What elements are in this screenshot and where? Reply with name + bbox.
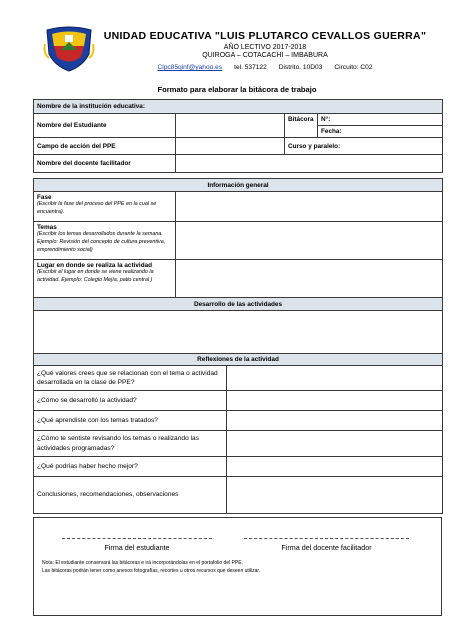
place-cell <box>34 260 176 298</box>
phase-cell <box>34 192 176 222</box>
school-crest-logo <box>43 24 95 72</box>
reflection-question-values: ¿Qué valores crees que se relacionan con el tema o actividad desarrollada en la clase de PPE? <box>34 366 227 391</box>
circuit-code: Circuito: C02 <box>334 64 373 71</box>
topics-cell <box>34 222 176 260</box>
phase-hint: (Escribir la fase del proceso del PPE en la cual se encuentra). <box>37 201 157 215</box>
identification-table <box>33 99 443 173</box>
reflection-answer-values[interactable] <box>227 366 443 391</box>
phone-number: tel. 537122 <box>234 64 267 71</box>
reflection-question-development: ¿Cómo se desarrolló la actividad? <box>34 391 227 411</box>
reflection-answer-feelings[interactable] <box>227 431 443 457</box>
topics-field[interactable] <box>176 222 443 260</box>
place-label: Lugar en donde se realiza la actividad <box>37 262 153 269</box>
ppe-field-label: Campo de acción del PPE <box>34 138 176 155</box>
signature-section <box>33 517 442 616</box>
student-name-label: Nombre del Estudiante <box>34 114 176 138</box>
contact-line <box>100 64 430 71</box>
topics-hint: (Escribir los temas desarrollados durante la semana. Ejemplo: Revisión del concepto de cultura preventiva, emprendimiento social) <box>37 231 166 253</box>
phase-field[interactable] <box>176 192 443 222</box>
course-field[interactable]: Curso y paralelo: <box>285 138 443 155</box>
reflection-question-improve: ¿Qué podrías haber hecho mejor? <box>34 457 227 477</box>
institution-name-label: Nombre de la institución educativa: <box>34 100 443 114</box>
note-line-2: Las bitácoras podrán tener como anexos fotografías, recortes u otros recursos que deseen utilizar. <box>42 567 261 574</box>
reflections-table <box>33 353 443 514</box>
activity-table <box>33 178 443 354</box>
school-name-title: UNIDAD EDUCATIVA "LUIS PLUTARCO CEVALLOS GUERRA" <box>103 30 427 42</box>
reflection-question-learned: ¿Qué aprendiste con los temas tratados? <box>34 411 227 431</box>
document-title: Formato para elaborar la bitácora de trabajo <box>157 85 317 94</box>
student-signature-line[interactable] <box>62 538 212 539</box>
teacher-name-label: Nombre del docente facilitador <box>34 155 176 173</box>
reflection-answer-conclusions[interactable] <box>227 477 443 514</box>
teacher-signature-label: Firma del docente facilitador <box>281 543 372 552</box>
signature-note <box>42 560 260 575</box>
topics-label: Temas <box>37 224 57 231</box>
activities-field[interactable] <box>34 311 443 354</box>
reflection-question-feelings: ¿Cómo te sentiste revisando los temas o realizando las actividades programadas? <box>34 431 227 457</box>
note-line-1: Nota: El estudiante conservará las bitácoras e irá incorporándolas en el portafolio del PPE. <box>42 560 243 566</box>
reflection-answer-improve[interactable] <box>227 457 443 477</box>
place-hint: (Escribir el lugar en donde se viene realizando la actividad. Ejemplo: Colegio Mejía, patio central ) <box>37 269 154 283</box>
district-code: Distrito. 10D03 <box>278 64 323 71</box>
teacher-name-field[interactable] <box>176 155 443 173</box>
email-link[interactable]: Clpc85qinf@yahoo.es <box>157 64 223 71</box>
reflections-heading: Reflexiones de la actividad <box>34 354 443 366</box>
phase-label: Fase <box>37 194 52 201</box>
reflection-question-conclusions: Conclusiones, recomendaciones, observaciones <box>34 477 227 514</box>
general-info-heading: Información general <box>34 179 443 192</box>
school-year: AÑO LECTIVO 2017-2018 <box>223 44 307 51</box>
teacher-signature-line[interactable] <box>244 538 409 539</box>
activities-heading: Desarrollo de las actividades <box>34 298 443 311</box>
number-field[interactable]: N°: <box>318 114 443 126</box>
student-name-field[interactable] <box>176 114 285 138</box>
place-field[interactable] <box>176 260 443 298</box>
school-location: QUIROGA – COTACACHI – IMBABURA <box>202 52 328 59</box>
student-signature-label: Firma del estudiante <box>104 543 170 552</box>
bitacora-label: Bitácora <box>285 114 318 138</box>
date-field[interactable]: Fecha: <box>318 126 443 138</box>
reflection-answer-learned[interactable] <box>227 411 443 431</box>
reflection-answer-development[interactable] <box>227 391 443 411</box>
ppe-field-input[interactable] <box>176 138 285 155</box>
